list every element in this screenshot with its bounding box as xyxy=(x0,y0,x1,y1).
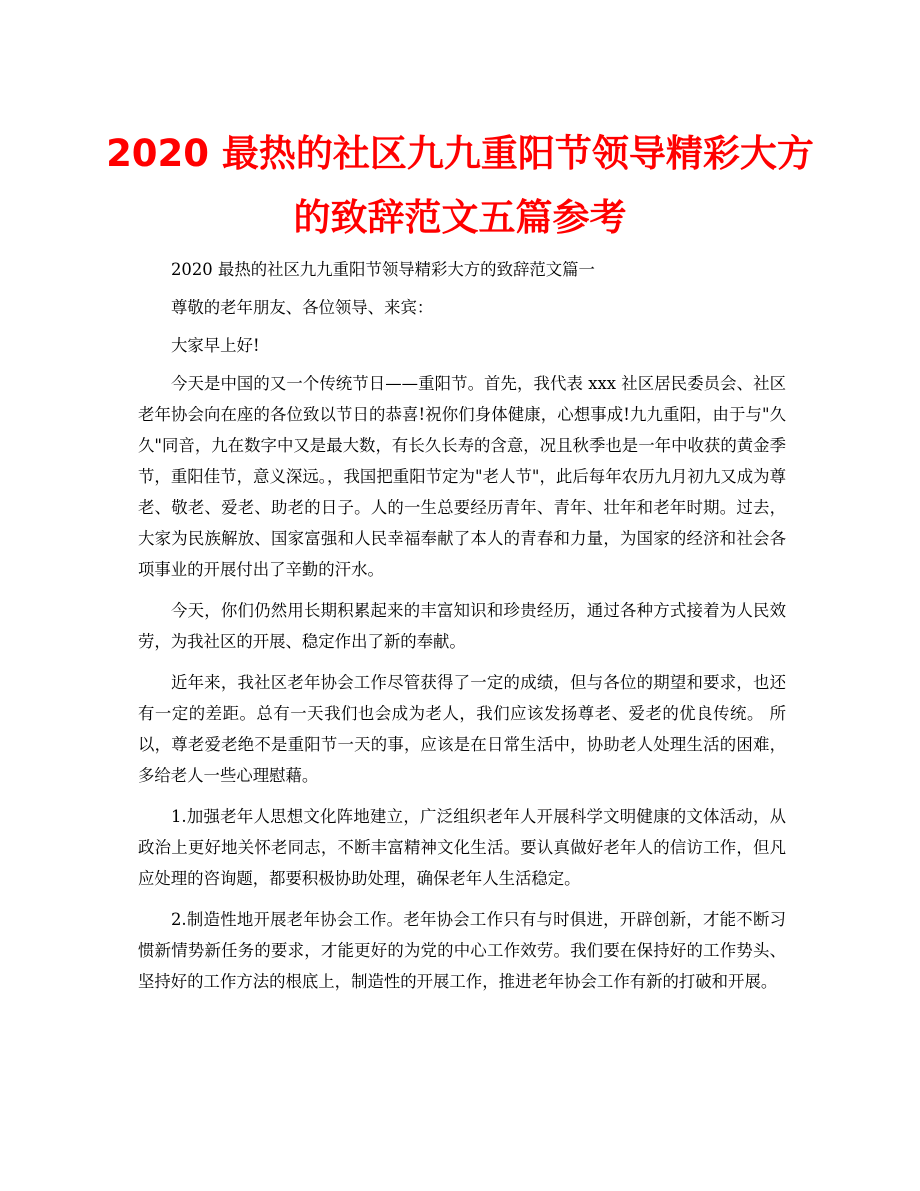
body-paragraph: 今天，你们仍然用长期积累起来的丰富知识和珍贵经历，通过各种方式接着为人民效劳，为我社区的开展、稳定作出了新的奉献。 xyxy=(138,601,786,651)
body-paragraph: 近年来，我社区老年协会工作尽管获得了一定的成绩，但与各位的期望和要求，也还有一定的差距。总有一天我们也会成为老人，我们应该发扬尊老、爱老的优良传统。 所以，尊老爱老绝不是重阳节一天的事，应该是在日常生活中，协助老人处理生活的困难，多给老人一些心理慰藉。 xyxy=(138,673,786,785)
document-title-line-1: 2020 最热的社区九九重阳节领导精彩大方 xyxy=(106,132,814,175)
document-body xyxy=(138,254,786,1007)
body-paragraph: 今天是中国的又一个传统节日——重阳节。首先，我代表 xxx 社区居民委员会、社区老年协会向在座的各位致以节日的恭喜!祝你们身体健康，心想事成!九九重阳，由于与"久久"同音，九在数字中又是最大数，有长久长寿的含意，况且秋季也是一年中收获的黄金季节，重阳佳节，意义深远。，我国把重阳节定为"老人节"，此后每年农历九月初九又成为尊老、敬老、爱老、助老的日子。人的一生总要经历青年、青年、壮年和老年时期。过去，大家为民族解放、国家富强和人民幸福奉献了本人的青春和力量，为国家的经济和社会各项事业的开展付出了辛勤的汗水。 xyxy=(138,374,786,579)
document-title-line-2: 的致辞范文五篇参考 xyxy=(293,196,627,239)
section-heading: 2020 最热的社区九九重阳节领导精彩大方的致辞范文篇一 xyxy=(171,260,595,279)
greeting: 大家早上好! xyxy=(171,336,260,355)
body-paragraph: 2.制造性地开展老年协会工作。老年协会工作只有与时俱进，开辟创新，才能不断习惯新情势新任务的要求，才能更好的为党的中心工作效劳。我们要在保持好的工作势头、坚持好的工作方法的根底上，制造性的开展工作，推进老年协会工作有新的打破和开展。 xyxy=(138,910,786,991)
body-paragraph: 1.加强老年人思想文化阵地建立，广泛组织老年人开展科学文明健康的文体活动，从政治上更好地关怀老同志，不断丰富精神文化生活。要认真做好老年人的信访工作，但凡应处理的咨询题，都要积极协助处理，确保老年人生活稳定。 xyxy=(138,807,786,888)
salutation: 尊敬的老年朋友、各位领导、来宾： xyxy=(171,298,434,317)
